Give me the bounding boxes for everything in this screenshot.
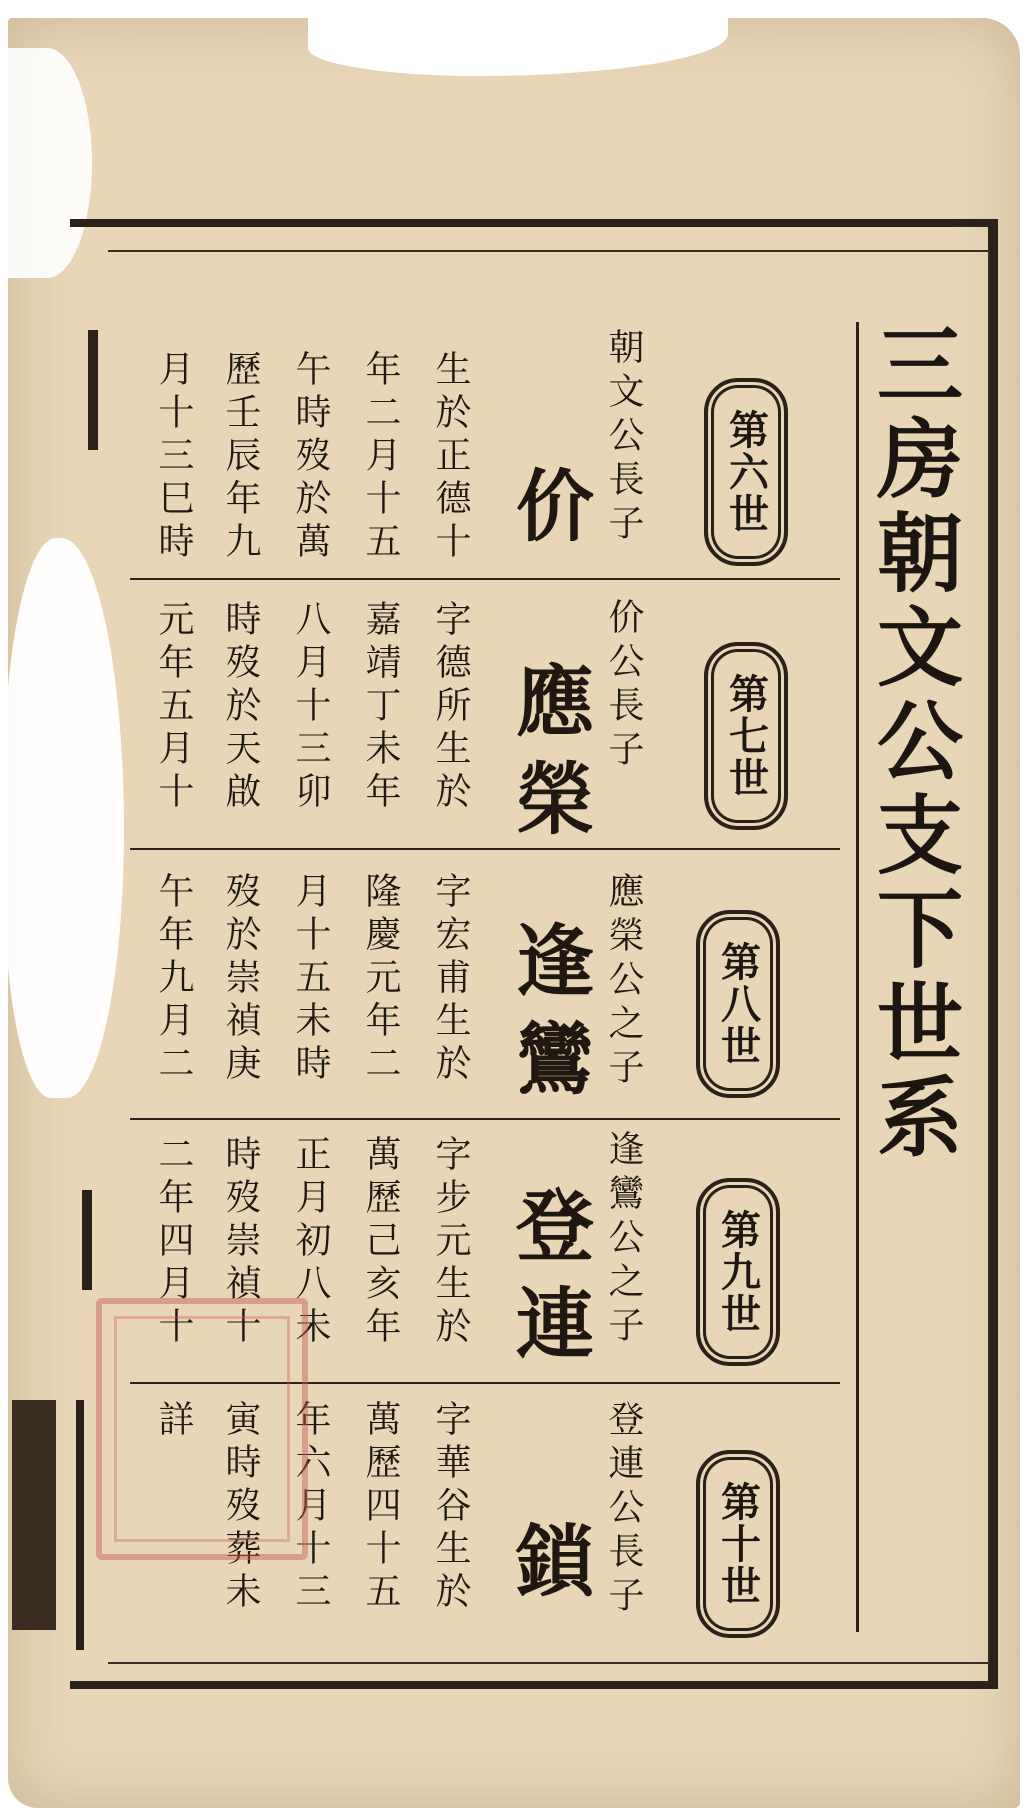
note-line: 月十五未時 (290, 872, 331, 1087)
note-line: 生於正德十 (430, 350, 471, 565)
generation-badge: 第八世 (696, 910, 780, 1098)
note-line: 詳 (153, 1400, 194, 1443)
generation-badge: 第七世 (704, 642, 788, 830)
note-line: 歷壬辰年九 (220, 350, 261, 565)
parent-line: 朝文公長子 (603, 328, 644, 548)
note-line: 字宏甫生於 (430, 872, 471, 1087)
note-line: 午時歿於萬 (290, 350, 331, 565)
note-line: 月十三巳時 (153, 350, 194, 565)
note-line: 字德所生於 (430, 600, 471, 815)
note-line: 二年四月十 (153, 1135, 194, 1350)
member-name: 鎖 (503, 1520, 594, 1618)
note-line: 嘉靖丁未年 (360, 600, 401, 815)
row-divider (130, 578, 840, 580)
member-name: 應榮 (503, 660, 594, 856)
note-line: 元年五月十 (153, 600, 194, 815)
note-line: 字步元生於 (430, 1135, 471, 1350)
member-name: 逢鸞 (503, 920, 594, 1116)
note-line: 正月初八未 (290, 1135, 331, 1350)
note-line: 年二月十五 (360, 350, 401, 565)
note-line: 年六月十三 (290, 1400, 331, 1615)
title-rule (856, 322, 859, 1632)
page-title: 三房朝文公支下世系 (862, 320, 963, 1166)
note-line: 字華谷生於 (430, 1400, 471, 1615)
note-line: 八月十三卯 (290, 600, 331, 815)
member-name: 价 (503, 465, 594, 563)
row-divider (130, 1118, 840, 1120)
note-line: 寅時歿葬未 (220, 1400, 261, 1615)
parent-line: 逢鸞公之子 (603, 1130, 644, 1350)
note-line: 時歿崇禎十 (220, 1135, 261, 1350)
generation-badge: 第六世 (704, 378, 788, 566)
member-name: 登連 (503, 1185, 594, 1381)
note-line: 萬歷四十五 (360, 1400, 401, 1615)
note-line: 歿於崇禎庚 (220, 872, 261, 1087)
note-line: 午年九月二 (153, 872, 194, 1087)
library-seal-stamp (96, 1298, 308, 1560)
parent-line: 應榮公之子 (603, 872, 644, 1092)
note-line: 隆慶元年二 (360, 872, 401, 1087)
generation-badge: 第十世 (696, 1450, 780, 1638)
parent-line: 登連公長子 (603, 1400, 644, 1620)
parent-line: 价公長子 (603, 598, 644, 774)
generation-badge: 第九世 (696, 1178, 780, 1366)
margin-label-tab (12, 1400, 56, 1630)
row-divider (130, 848, 840, 850)
note-line: 萬歷己亥年 (360, 1135, 401, 1350)
note-line: 時歿於天啟 (220, 600, 261, 815)
